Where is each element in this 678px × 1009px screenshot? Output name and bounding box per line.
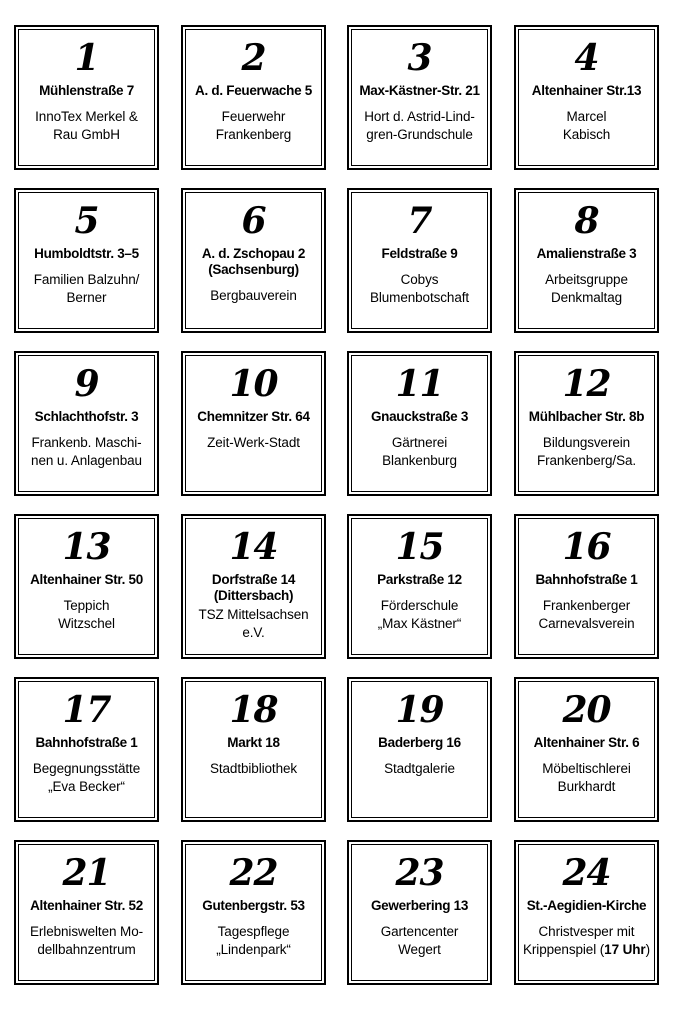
calendar-door-20[interactable] xyxy=(514,677,659,822)
calendar-door-12[interactable] xyxy=(514,351,659,496)
door-address: A. d. Zschopau 2 (Sachsenburg) xyxy=(201,246,306,277)
calendar-door-6[interactable] xyxy=(181,188,326,333)
door-number: 11 xyxy=(395,363,444,405)
calendar-door-16[interactable] xyxy=(514,514,659,659)
calendar-door-23[interactable] xyxy=(347,840,492,985)
door-address: Mühlenstraße 7 xyxy=(39,83,134,98)
door-number: 1 xyxy=(74,37,99,79)
door-address: Humboldtstr. 3–5 xyxy=(34,246,139,261)
calendar-door-15[interactable] xyxy=(347,514,492,659)
door-number: 7 xyxy=(407,200,432,242)
door-number: 15 xyxy=(395,526,444,568)
door-address: Parkstraße 12 xyxy=(377,572,462,587)
door-address: Altenhainer Str.13 xyxy=(531,83,642,98)
calendar-door-2[interactable] xyxy=(181,25,326,170)
door-number: 5 xyxy=(74,200,99,242)
door-number: 10 xyxy=(229,363,278,405)
door-host: Stadtbibliothek xyxy=(209,761,298,776)
door-host-time: 17 Uhr xyxy=(604,942,646,957)
door-host: Frankenb. Maschi- nen u. Anlagenbau xyxy=(31,435,142,468)
calendar-door-19[interactable] xyxy=(347,677,492,822)
calendar-door-17[interactable] xyxy=(14,677,159,822)
door-number: 4 xyxy=(574,37,599,79)
door-host: Möbeltischlerei Burkhardt xyxy=(542,761,631,794)
door-number: 24 xyxy=(562,852,611,894)
door-host-text-tail: ) xyxy=(645,942,650,957)
door-host: Gartencenter Wegert xyxy=(380,924,459,957)
calendar-door-11[interactable] xyxy=(347,351,492,496)
door-host: Marcel Kabisch xyxy=(562,109,611,142)
calendar-door-3[interactable] xyxy=(347,25,492,170)
door-host: Stadtgalerie xyxy=(384,761,455,776)
door-host-text: Christvesper mit Krippenspiel ( xyxy=(523,924,635,957)
door-host: Teppich Witzschel xyxy=(58,598,115,631)
door-host: Arbeitsgruppe Denkmaltag xyxy=(545,272,628,305)
door-host: InnoTex Merkel & Rau GmbH xyxy=(35,109,138,142)
calendar-door-21[interactable] xyxy=(14,840,159,985)
door-address: Gutenbergstr. 53 xyxy=(202,898,305,913)
door-host: Cobys Blumenbotschaft xyxy=(369,272,470,305)
door-number: 18 xyxy=(229,689,278,731)
door-number: 13 xyxy=(62,526,111,568)
door-host: Förderschule „Max Kästner“ xyxy=(377,598,462,631)
door-address: Schlachthofstr. 3 xyxy=(34,409,139,424)
calendar-door-22[interactable] xyxy=(181,840,326,985)
door-host: Begegnungsstätte „Eva Becker“ xyxy=(32,761,141,794)
door-address: Feldstraße 9 xyxy=(381,246,458,261)
door-host: TSZ Mittelsachsen e.V. xyxy=(198,607,309,640)
door-number: 9 xyxy=(74,363,99,405)
door-number: 17 xyxy=(62,689,111,731)
door-host: Frankenberger Carnevalsverein xyxy=(538,598,635,631)
calendar-door-14[interactable] xyxy=(181,514,326,659)
door-number: 16 xyxy=(562,526,611,568)
door-number: 2 xyxy=(241,37,266,79)
door-address: Chemnitzer Str. 64 xyxy=(197,409,310,424)
door-number: 12 xyxy=(562,363,611,405)
door-host: Bildungsverein Frankenberg/Sa. xyxy=(536,435,637,468)
door-host: Hort d. Astrid-Lind- gren-Grundschule xyxy=(364,109,475,142)
door-host xyxy=(520,923,653,959)
door-number: 19 xyxy=(395,689,444,731)
calendar-door-4[interactable] xyxy=(514,25,659,170)
calendar-door-10[interactable] xyxy=(181,351,326,496)
door-address: Mühlbacher Str. 8b xyxy=(528,409,645,424)
door-address: Markt 18 xyxy=(227,735,280,750)
calendar-door-5[interactable] xyxy=(14,188,159,333)
door-address: Bahnhofstraße 1 xyxy=(535,572,638,587)
door-address: Bahnhofstraße 1 xyxy=(35,735,138,750)
calendar-door-24[interactable] xyxy=(514,840,659,985)
door-address: St.-Aegidien-Kirche xyxy=(526,898,647,913)
door-address: Dorfstraße 14 (Dittersbach) xyxy=(211,572,296,603)
door-address: Gewerbering 13 xyxy=(370,898,469,913)
door-number: 8 xyxy=(574,200,599,242)
door-address: Altenhainer Str. 6 xyxy=(533,735,640,750)
door-address: Altenhainer Str. 50 xyxy=(30,572,143,587)
door-address: Gnauckstraße 3 xyxy=(370,409,469,424)
door-host: Zeit-Werk-Stadt xyxy=(207,435,300,450)
door-number: 3 xyxy=(407,37,432,79)
door-address: A. d. Feuerwache 5 xyxy=(195,83,312,98)
door-number: 22 xyxy=(229,852,278,894)
calendar-door-7[interactable] xyxy=(347,188,492,333)
door-host: Tagespflege „Lindenpark“ xyxy=(216,924,291,957)
door-host: Feuerwehr Frankenberg xyxy=(215,109,292,142)
calendar-door-18[interactable] xyxy=(181,677,326,822)
door-address: Baderberg 16 xyxy=(378,735,461,750)
door-number: 6 xyxy=(241,200,266,242)
door-number: 14 xyxy=(229,526,278,568)
door-address: Altenhainer Str. 52 xyxy=(30,898,143,913)
calendar-door-9[interactable] xyxy=(14,351,159,496)
calendar-door-13[interactable] xyxy=(14,514,159,659)
door-number: 21 xyxy=(62,852,111,894)
door-host: Bergbauverein xyxy=(210,288,297,303)
door-address: Amalienstraße 3 xyxy=(536,246,637,261)
door-host: Familien Balzuhn/ Berner xyxy=(33,272,140,305)
calendar-door-8[interactable] xyxy=(514,188,659,333)
door-address: Max-Kästner-Str. 21 xyxy=(359,83,480,98)
door-host: Erlebniswelten Mo- dellbahnzentrum xyxy=(30,924,143,957)
door-host: Gärtnerei Blankenburg xyxy=(382,435,457,468)
door-number: 20 xyxy=(562,689,611,731)
door-number: 23 xyxy=(395,852,444,894)
calendar-door-1[interactable] xyxy=(14,25,159,170)
